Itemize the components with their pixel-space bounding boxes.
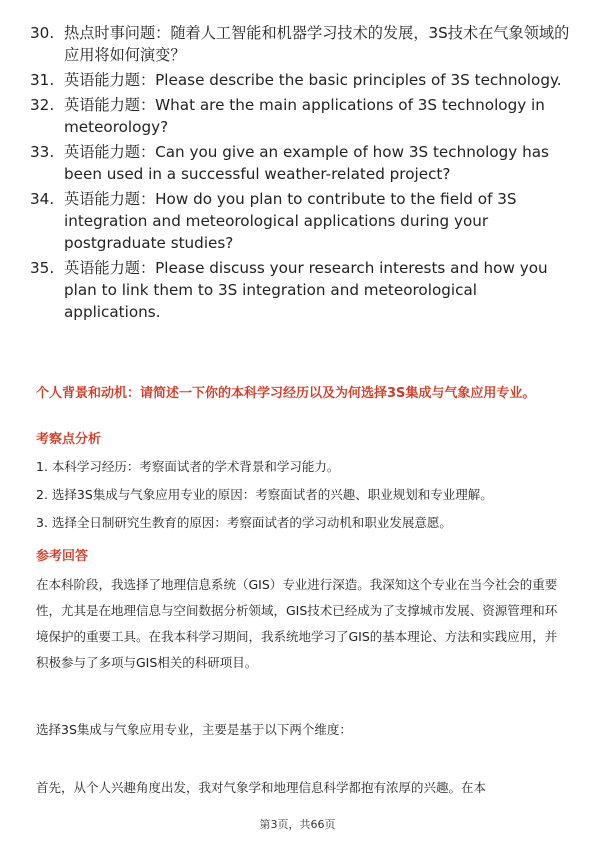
question-list [30,22,570,326]
question-item [30,188,570,254]
question-number: 33. [30,143,55,161]
question-text: 英语能力题：Please discuss your research interests and how you plan to link them to 3S integration and meteorological applications. [64,259,548,321]
question-item [30,257,570,323]
question-text: 英语能力题：Can you give an example of how 3S technology has been used in a successful weather-related project? [64,143,549,183]
question-item [30,69,570,91]
question-text: 英语能力题：What are the main applications of 3S technology in meteorology? [64,96,545,136]
question-number: 34. [30,190,55,208]
question-text: 英语能力题：Please describe the basic principles of 3S technology. [64,71,562,89]
analysis-item: 3. 选择全日制研究生教育的原因：考察面试者的学习动机和职业发展意愿。 [36,515,452,530]
reference-paragraph: 选择3S集成与气象应用专业，主要是基于以下两个维度： [36,722,352,737]
question-text: 英语能力题：How do you plan to contribute to the field of 3S integration and meteorological applications during your postgraduate studies? [64,190,517,252]
reference-paragraph: 首先，从个人兴趣角度出发，我对气象学和地理信息科学都抱有浓厚的兴趣。在本 [36,780,487,795]
section-heading: 个人背景和动机：请简述一下你的本科学习经历以及为何选择3S集成与气象应用专业。 [36,386,536,401]
question-number: 35. [30,259,55,277]
page-footer: 第3页，共66页 [259,818,336,831]
question-item [30,22,570,66]
question-item [30,141,570,185]
question-item [30,94,570,138]
analysis-title: 考察点分析 [36,432,102,447]
question-number: 31. [30,71,55,89]
analysis-item: 2. 选择3S集成与气象应用专业的原因：考察面试者的兴趣、职业规划和专业理解。 [36,487,493,502]
reference-title: 参考回答 [36,549,89,564]
analysis-item: 1. 本科学习经历：考察面试者的学术背景和学习能力。 [36,459,340,474]
question-text: 热点时事问题：随着人工智能和机器学习技术的发展，3S技术在气象领域的应用将如何演变？ [64,24,570,64]
question-number: 32. [30,96,55,114]
reference-paragraph: 在本科阶段，我选择了地理信息系统（GIS）专业进行深造。我深知这个专业在当今社会的重要性，尤其是在地理信息与空间数据分析领域，GIS技术已经成为了支撑城市发展、资源管理和环境保护的重要工具。在我本科学习期间，我系统地学习了GIS的基本理论、方法和实践应用，并积极参与了多项与GIS相关的科研项目。 [36,577,558,670]
question-number: 30. [30,24,55,42]
